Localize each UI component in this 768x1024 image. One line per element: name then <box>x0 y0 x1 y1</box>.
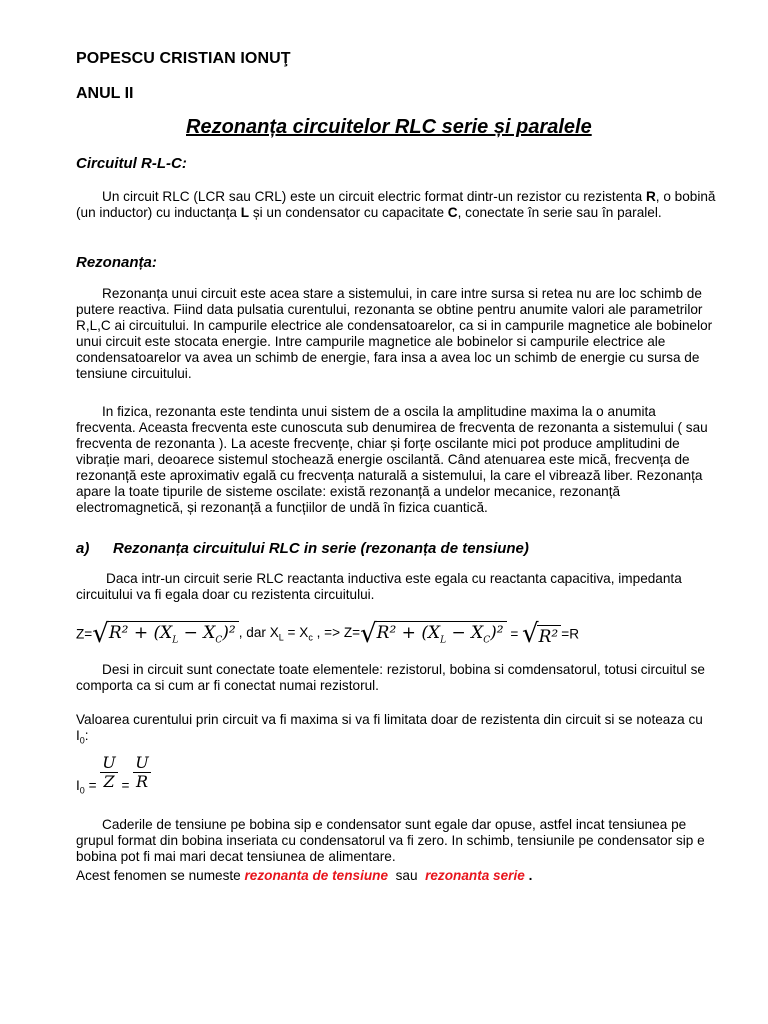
term-voltage-resonance: rezonanta de tensiune <box>244 868 389 883</box>
study-year: ANUL II <box>76 85 134 102</box>
sqrt-sign-2: √ <box>360 619 377 650</box>
heading-resonance: Rezonanța: <box>76 254 157 271</box>
paragraph-resonance-1: Rezonanța unui circuit este acea stare a sistemului, in care intre sursa si retea nu are loc schimb de putere reactiva. Fiind data pulsatia curentului, rezonanta se obtine pentru anumite valori ale parametrilor R,L,C ai circuitului. In campurile electrice ale condensatoarelor, ca si in campurile magnetice ale bobinelor unui circuit este stocata energie. Intre campurile magnetice ale bobinelor si campurile electrice ale condensatoarelor va avea un schimb de energie, fara insa a avea loc un schimb de energie cu sursa de tensiune circuitului. <box>76 286 713 381</box>
current-equation: $I_0$ = $\frac{U}{Z}$ = $\frac{U}{R}$ <box>76 753 149 796</box>
fraction-u-over-r: $\frac{U}{R}$ <box>135 753 149 791</box>
paragraph-rlc-definition: Un circuit RLC (LCR sau CRL) este un circuit electric format dintr-un rezistor cu rezistenta R, o bobină (un inductor) cu inductanța L și un condensator cu capacitate C, conectate în serie sau în paralel. <box>76 189 716 220</box>
heading-rlc-circuit: Circuitul R-L-C: <box>76 155 187 172</box>
radicand: $R^2 + (X_L - X_C)^2$ <box>107 621 239 651</box>
term-series-resonance: rezonanta serie <box>425 868 525 883</box>
heading-series-marker: a) <box>76 540 90 557</box>
paragraph-series-1: Daca intr-un circuit serie RLC reactanta inductiva este egala cu reactanta capacitiva, impedanta circuitului va fi egala doar cu rezistenta circuitului. <box>76 571 682 602</box>
paragraph-resonance-2: In fizica, rezonanta este tendinta unui sistem de a oscila la amplitudine maxima la o anumita frecventa. Aceasta frecventa este cunoscuta sub denumirea de frecventa de rezonanta a sistemului ( sau frecventa de rezonanta ). La aceste frecvențe, chiar și forțe oscilante mici pot produce amplitudini de vibrație mari, deoarece sistemul stochează energie oscilantă. Când atenuarea este mică, frecvența de rezonanță este aproximativ egală cu frecvența naturală a sistemului, la care el vibrează liber. Rezonanța apare la toate tipurile de sisteme oscilate: există rezonanță a undelor mecanice, rezonanță electromagnetică, și rezonanță a funcțiilor de undă în fizica cuantică. <box>76 404 708 515</box>
heading-series-resonance: Rezonanța circuitului RLC in serie (rezonanța de tensiune) <box>113 540 529 557</box>
fraction-u-over-z: $\frac{U}{Z}$ <box>102 753 116 791</box>
paragraph-series-4: Caderile de tensiune pe bobina sip e condensator sunt egale dar opuse, astfel incat tensiunea pe grupul format din bobina inseriata cu condensatorul va fi zero. In schimb, tensiunile pe condensator sip e bobina pot fi mai mari decat tensiunea de alimentare. <box>76 817 705 864</box>
radicand-3: R² <box>537 625 562 648</box>
paragraph-series-5: Acest fenomen se numeste rezonanta de tensiune sau rezonanta serie . <box>76 868 533 883</box>
radicand-2: $R^2 + (X_L - X_C)^2$ <box>375 621 507 651</box>
impedance-equation: $Z=√R^2 + (X_L - X_C)^2$ , dar $X_L = X_c$ , => $Z=√R^2 + (X_L - X_C)^2 = √R^2 =R$ <box>76 617 579 651</box>
document-title: Rezonanța circuitelor RLC serie și paralele <box>186 116 592 138</box>
paragraph-series-2: Desi in circuit sunt conectate toate elementele: rezistorul, bobina si comdensatorul, totusi circuitul se comporta ca si cum ar fi conectat numai rezistorul. <box>76 662 705 693</box>
sqrt-sign-3: √ <box>522 619 539 650</box>
sqrt-sign: √ <box>92 619 109 650</box>
author-name: POPESCU CRISTIAN IONUŢ <box>76 50 291 67</box>
paragraph-series-3: Valoarea curentului prin circuit va fi maxima si va fi limitata doar de rezistenta din circuit si se noteaza cu $I_0$: <box>76 712 703 746</box>
